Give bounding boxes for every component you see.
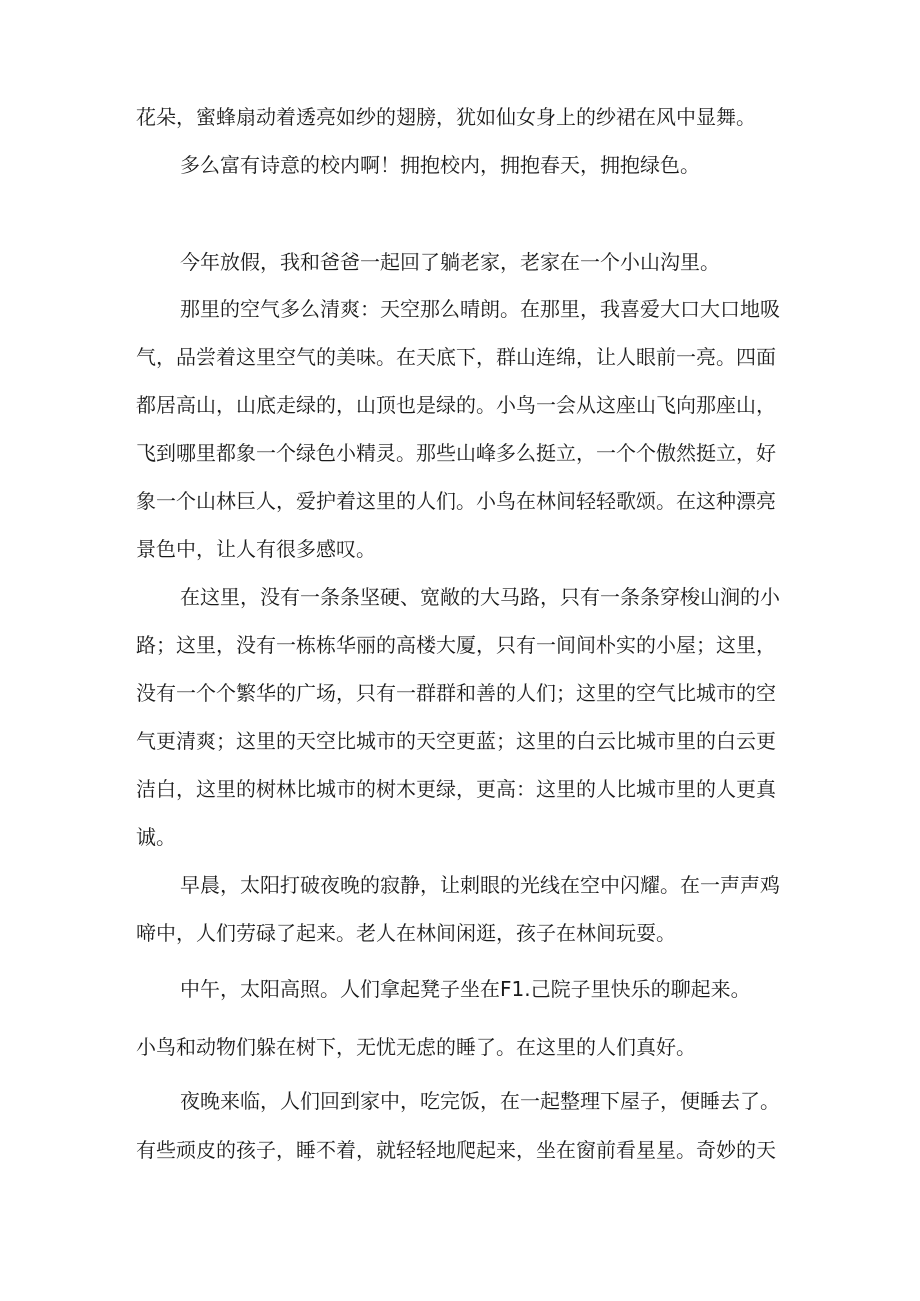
text-line: 没有一个个繁华的广场，只有一群群和善的人们；这里的空气比城市的空 xyxy=(136,681,776,705)
text-line: 象一个山林巨人，爱护着这里的人们。小鸟在林间轻轻歌颂。在这种漂亮 xyxy=(136,489,776,513)
text-line: 景色中，让人有很多感叹。 xyxy=(136,537,376,561)
text-line: 路；这里，没有一栋栋华丽的高楼大厦，只有一间间朴实的小屋；这里， xyxy=(136,633,776,657)
text-line: 那里的空气多么清爽：天空那么晴朗。在那里，我喜爱大口大口地吸 xyxy=(180,297,780,321)
text-line: 诚。 xyxy=(136,825,176,849)
text-line: 在这里，没有一条条坚硬、宽敞的大马路，只有一条条穿梭山涧的小 xyxy=(180,585,780,609)
text-line: 中午，太阳高照。人们拿起凳子坐在F1.己院子里快乐的聊起来。 xyxy=(180,977,751,1001)
text-line: 啼中，人们劳碌了起来。老人在林间闲逛，孩子在林间玩耍。 xyxy=(136,921,676,945)
text-line: 洁白，这里的树林比城市的树木更绿，更高：这里的人比城市里的人更真 xyxy=(136,777,776,801)
text-line: 飞到哪里都象一个绿色小精灵。那些山峰多么挺立，一个个傲然挺立，好 xyxy=(136,441,776,465)
text-line: 早晨，太阳打破夜晚的寂静，让刺眼的光线在空中闪耀。在一声声鸡 xyxy=(180,873,780,897)
text-line: 气，品尝着这里空气的美味。在天底下，群山连绵，让人眼前一亮。四面 xyxy=(136,345,776,369)
text-line: 今年放假，我和爸爸一起回了躺老家，老家在一个小山沟里。 xyxy=(180,250,720,274)
text-line: 多么富有诗意的校内啊！拥抱校内，拥抱春天，拥抱绿色。 xyxy=(180,153,700,177)
text-line: 有些顽皮的孩子，睡不着，就轻轻地爬起来，坐在窗前看星星。奇妙的天 xyxy=(136,1138,776,1162)
text-line: 花朵，蜜蜂扇动着透亮如纱的翅膀，犹如仙女身上的纱裙在风中显舞。 xyxy=(136,105,756,129)
text-line: 夜晚来临，人们回到家中，吃完饭，在一起整理下屋子，便睡去了。 xyxy=(180,1089,780,1113)
text-line: 小鸟和动物们躲在树下，无忧无虑的睡了。在这里的人们真好。 xyxy=(136,1035,696,1059)
text-line: 气更清爽；这里的天空比城市的天空更蓝；这里的白云比城市里的白云更 xyxy=(136,729,776,753)
text-line: 都居高山，山底走绿的，山顶也是绿的。小鸟一会从这座山飞向那座山， xyxy=(136,393,776,417)
